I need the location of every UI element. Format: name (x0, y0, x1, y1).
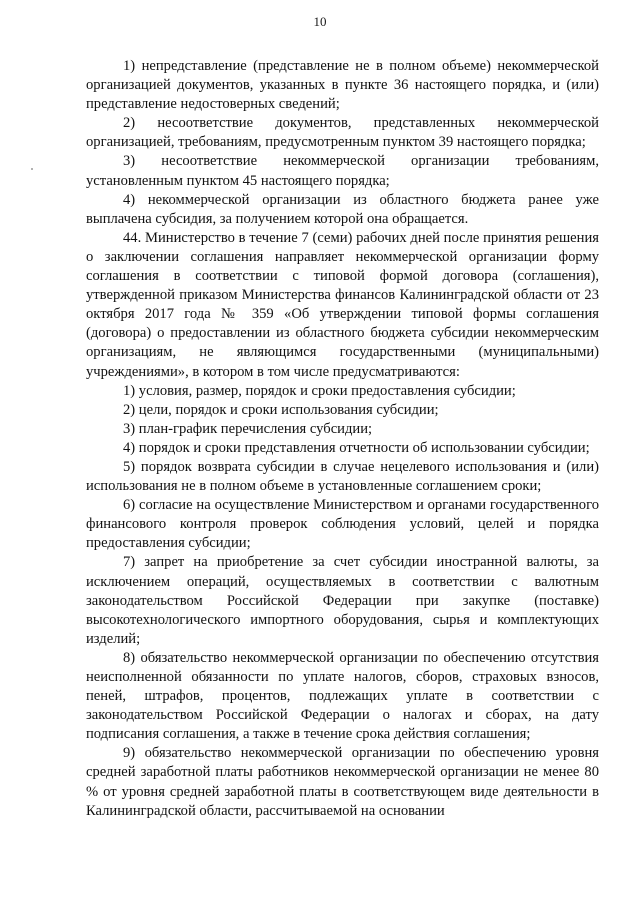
paragraph-item-2: 2) несоответствие документов, представленных некоммерческой организацией, требованиям, предусмотренным пунктом 39 настоящего порядка; (86, 115, 599, 151)
list-item-conditions: 1) условия, размер, порядок и сроки предоставления субсидии; (123, 382, 516, 399)
list-item-refund: 5) порядок возврата субсидии в случае нецелевого использования и (или) использования не в полном объеме в установленные соглашением сроки; (86, 458, 599, 495)
list-item-schedule: 3) план-график перечисления субсидии; (123, 420, 373, 437)
page-number: 10 (313, 14, 327, 29)
list-item-consent: 6) согласие на осуществление Министерством и органами государственного финансового контроля проверок соблюдения условий, целей и порядка предоставления субсидии; (86, 497, 599, 552)
margin-mark (31, 168, 33, 170)
list-item-goals: 2) цели, порядок и сроки использования субсидии; (123, 401, 439, 418)
paragraph-item-1: 1) непредставление (представление не в полном объеме) некоммерческой организацией документов, указанных в пункте 36 настоящего порядка, и (или) представление недостоверных сведений; (86, 58, 599, 113)
list-item-reporting: 4) порядок и сроки представления отчетности об использовании субсидии; (123, 439, 590, 456)
paragraph-item-4: 4) некоммерческой организации из областного бюджета ранее уже выплачена субсидия, за получением которой она обращается. (86, 191, 599, 227)
list-item-currency-ban: 7) запрет на приобретение за счет субсидии иностранной валюты, за исключением операций, осуществляемых в соответствии с валютным законодательством Российской Федерации при закупке (поставке) высокотехнологического импортного оборудования, сырья и комплектующих изделий; (86, 554, 599, 647)
list-item-salary-obligation: 9) обязательство некоммерческой организации по обеспечению уровня средней заработной платы работников некоммерческой организации не менее 80 % от уровня средней заработной платы в соответствующем виде деятельности в Калининградской области, рассчитываемой на основании (86, 745, 599, 819)
paragraph-point-44: 44. Министерство в течение 7 (семи) рабочих дней после принятия решения о заключении соглашения направляет некоммерческой организации форму соглашения в соответствии с типовой формой договора (соглашения), утвержденной приказом Министерства финансов Калининградской области от 23 октября 2017 года № 359 «Об утверждении типовой формы соглашения (договора) о предоставлении из областного бюджета субсидии некоммерческим организациям, не являющимся государственными (муниципальными) учреждениями», в котором в том числе предусматриваются: (86, 229, 599, 380)
body-text (86, 57, 599, 821)
paragraph-item-3: 3) несоответствие некоммерческой организации требованиям, установленным пунктом 45 настоящего порядка; (86, 153, 599, 189)
list-item-tax-obligation: 8) обязательство некоммерческой организации по обеспечению отсутствия неисполненной обязанности по уплате налогов, сборов, страховых взносов, пеней, штрафов, процентов, подлежащих уплате в соответствии с законодательством Российской Федерации о налогах и сборах, на дату подписания соглашения, а также в течение срока действия соглашения; (86, 649, 599, 743)
